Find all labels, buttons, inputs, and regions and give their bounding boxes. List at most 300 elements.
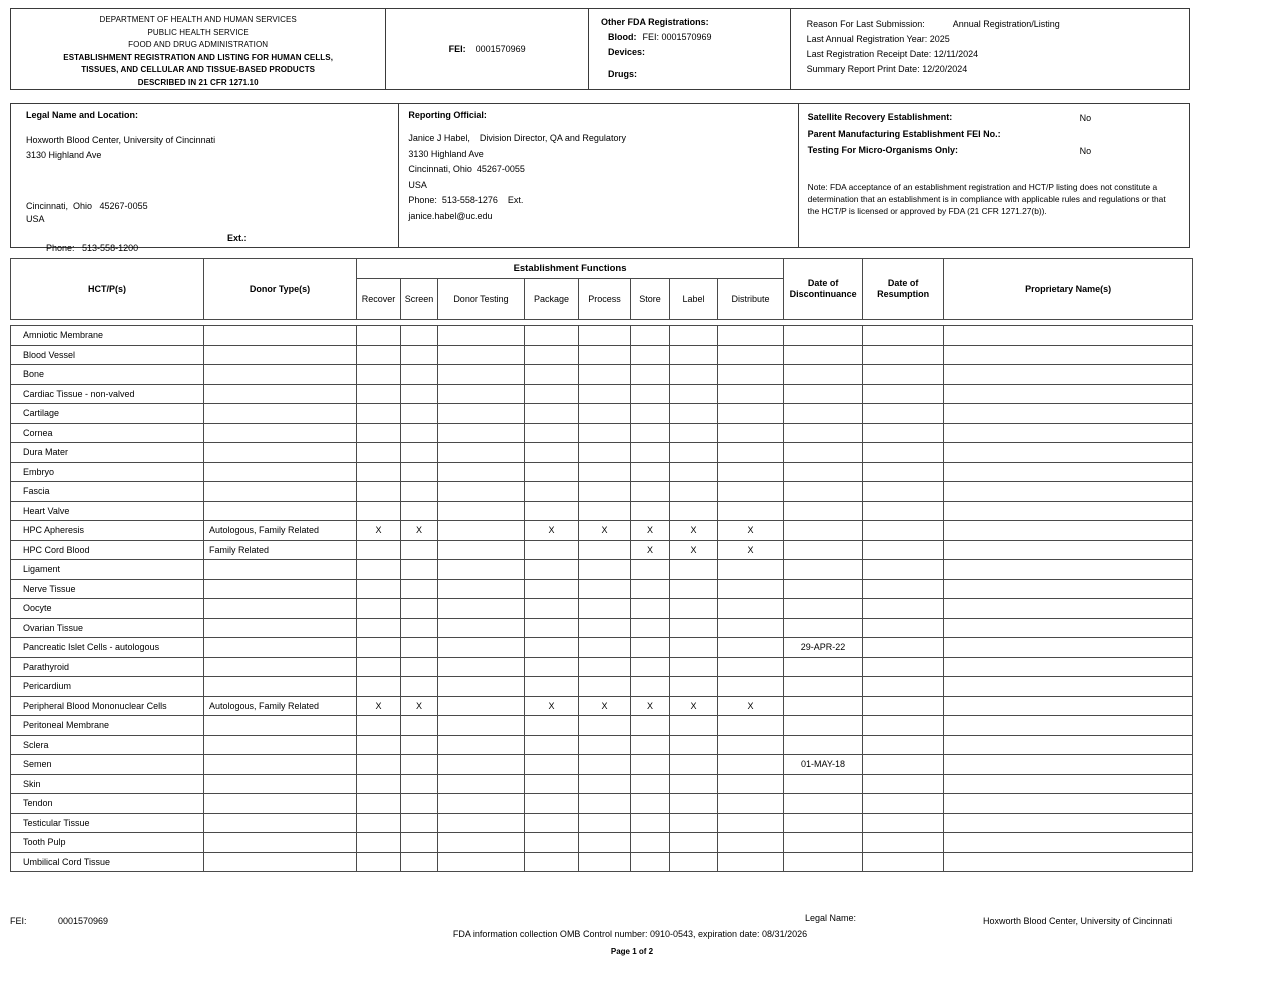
blood-registration-row [601, 30, 790, 45]
hctp-name-cell: Blood Vessel [11, 345, 204, 365]
function-mark-cell [631, 774, 670, 794]
blood-fei-value: FEI: 0001570969 [642, 32, 712, 42]
hctp-name-cell: Pericardium [11, 677, 204, 697]
proprietary-name-cell [944, 404, 1193, 424]
parent-fei-row [808, 126, 1189, 143]
proprietary-name-cell [944, 365, 1193, 385]
function-mark-cell [718, 677, 784, 697]
table-row [11, 618, 1193, 638]
resumption-date-cell [863, 833, 944, 853]
table-row [11, 813, 1193, 833]
discontinuance-date-cell [784, 852, 863, 872]
function-mark-cell [401, 852, 438, 872]
function-mark-cell [438, 482, 525, 502]
discontinuance-date-cell [784, 716, 863, 736]
col-header-label: Label [670, 279, 718, 320]
legal-name-location [11, 104, 398, 253]
function-mark-cell [718, 462, 784, 482]
official-city-state-zip: Cincinnati, Ohio 45267-0055 [408, 164, 525, 175]
function-mark-cell [631, 794, 670, 814]
function-mark-cell [631, 482, 670, 502]
function-mark-cell [718, 443, 784, 463]
discontinuance-date-cell [784, 599, 863, 619]
hctp-name-cell: Bone [11, 365, 204, 385]
hctp-table [10, 325, 1193, 872]
table-row [11, 501, 1193, 521]
function-mark-cell [579, 443, 631, 463]
function-mark-cell [438, 501, 525, 521]
function-mark-cell [525, 423, 579, 443]
proprietary-name-cell [944, 326, 1193, 346]
function-mark-cell [525, 501, 579, 521]
table-row [11, 482, 1193, 502]
function-mark-cell [525, 833, 579, 853]
function-mark-cell [438, 462, 525, 482]
function-mark-cell [631, 404, 670, 424]
function-mark-cell [718, 657, 784, 677]
function-mark-cell [718, 384, 784, 404]
function-mark-cell: X [670, 521, 718, 541]
function-mark-cell [525, 345, 579, 365]
table-row [11, 365, 1193, 385]
function-mark-cell [401, 755, 438, 775]
proprietary-name-cell [944, 579, 1193, 599]
donor-type-cell [204, 443, 357, 463]
function-mark-cell [670, 404, 718, 424]
col-header-hctp: HCT/P(s) [11, 259, 204, 320]
function-mark-cell: X [670, 540, 718, 560]
function-mark-cell [670, 384, 718, 404]
function-mark-cell [357, 365, 401, 385]
function-mark-cell [579, 677, 631, 697]
legal-country: USA [26, 214, 45, 224]
establishment-flags [798, 104, 1189, 247]
table-row [11, 521, 1193, 541]
function-mark-cell: X [357, 696, 401, 716]
function-mark-cell [357, 774, 401, 794]
table-row [11, 794, 1193, 814]
legal-title: Legal Name and Location: [26, 110, 139, 120]
resumption-date-cell [863, 813, 944, 833]
function-mark-cell [525, 677, 579, 697]
function-mark-cell [438, 774, 525, 794]
function-mark-cell [631, 852, 670, 872]
function-mark-cell [579, 423, 631, 443]
blood-label: Blood: [607, 32, 637, 42]
function-mark-cell: X [525, 521, 579, 541]
function-mark-cell: X [401, 696, 438, 716]
hctp-name-cell: Heart Valve [11, 501, 204, 521]
last-registration-receipt-date: Last Registration Receipt Date: 12/11/2024 [806, 49, 979, 59]
function-mark-cell [525, 326, 579, 346]
official-address: 3130 Highland Ave [408, 148, 484, 159]
donor-type-cell: Autologous, Family Related [204, 696, 357, 716]
hctp-name-cell: HPC Cord Blood [11, 540, 204, 560]
function-mark-cell [718, 638, 784, 658]
function-mark-cell [401, 501, 438, 521]
fda-acceptance-note: Note: FDA acceptance of an establishment registration and HCT/P listing does not constitute a determination that an establishment is in compliance with applicable rules and regulations or that the HCT/P is licensed or approved by FDA (21 CFR 1271.27(b)). [807, 181, 1166, 217]
hctp-name-cell: Dura Mater [11, 443, 204, 463]
function-mark-cell [579, 482, 631, 502]
donor-type-cell: Family Related [204, 540, 357, 560]
function-mark-cell [579, 755, 631, 775]
donor-type-cell [204, 345, 357, 365]
proprietary-name-cell [944, 521, 1193, 541]
hctp-table-header [10, 258, 1193, 320]
donor-type-cell [204, 852, 357, 872]
resumption-date-cell [863, 657, 944, 677]
proprietary-name-cell [944, 638, 1193, 658]
resumption-date-cell [863, 794, 944, 814]
proprietary-name-cell [944, 443, 1193, 463]
resumption-date-cell [863, 755, 944, 775]
function-mark-cell [670, 657, 718, 677]
footer-legal-name-value: Hoxworth Blood Center, University of Cincinnati [983, 916, 1173, 926]
table-row [11, 657, 1193, 677]
function-mark-cell [401, 677, 438, 697]
discontinuance-date-cell: 29-APR-22 [784, 638, 863, 658]
reason-label: Reason For Last Submission: [806, 19, 925, 29]
footer-legal-name-label: Legal Name: [805, 913, 857, 923]
function-mark-cell [670, 423, 718, 443]
discontinuance-date-cell [784, 521, 863, 541]
proprietary-name-cell [944, 345, 1193, 365]
function-mark-cell [357, 384, 401, 404]
col-header-donor-type: Donor Type(s) [204, 259, 357, 320]
function-mark-cell [631, 735, 670, 755]
hctp-name-cell: Nerve Tissue [11, 579, 204, 599]
function-mark-cell [670, 579, 718, 599]
resumption-date-cell [863, 618, 944, 638]
table-row [11, 326, 1193, 346]
function-mark-cell [718, 833, 784, 853]
hctp-name-cell: Cornea [11, 423, 204, 443]
proprietary-name-cell [944, 618, 1193, 638]
hctp-name-cell: Peripheral Blood Mononuclear Cells [11, 696, 204, 716]
function-mark-cell [670, 365, 718, 385]
table-row [11, 384, 1193, 404]
function-mark-cell [357, 443, 401, 463]
hctp-name-cell: Semen [11, 755, 204, 775]
resumption-date-cell [863, 482, 944, 502]
function-mark-cell [718, 813, 784, 833]
table-row [11, 677, 1193, 697]
function-mark-cell: X [718, 521, 784, 541]
col-header-proprietary-names: Proprietary Name(s) [944, 259, 1193, 320]
function-mark-cell [357, 462, 401, 482]
function-mark-cell [357, 404, 401, 424]
function-mark-cell [401, 345, 438, 365]
discontinuance-date-cell [784, 384, 863, 404]
col-header-store: Store [631, 279, 670, 320]
function-mark-cell [525, 618, 579, 638]
function-mark-cell [670, 482, 718, 502]
function-mark-cell [718, 599, 784, 619]
function-mark-cell [670, 813, 718, 833]
function-mark-cell [579, 579, 631, 599]
donor-type-cell [204, 404, 357, 424]
function-mark-cell: X [718, 696, 784, 716]
function-mark-cell [718, 794, 784, 814]
donor-type-cell [204, 384, 357, 404]
function-mark-cell [525, 365, 579, 385]
satellite-recovery-row [808, 109, 1189, 126]
official-name-title: Janice J Habel, Division Director, QA and Regulatory [408, 133, 626, 143]
hctp-name-cell: Testicular Tissue [11, 813, 204, 833]
donor-type-cell [204, 657, 357, 677]
function-mark-cell [401, 618, 438, 638]
function-mark-cell [579, 501, 631, 521]
function-mark-cell [357, 677, 401, 697]
function-mark-cell [718, 716, 784, 736]
function-mark-cell [525, 774, 579, 794]
function-mark-cell [525, 540, 579, 560]
function-mark-cell [438, 618, 525, 638]
legal-phone: Phone: 513-558-1200 [46, 243, 139, 253]
function-mark-cell [579, 852, 631, 872]
function-mark-cell [718, 852, 784, 872]
function-mark-cell [670, 852, 718, 872]
function-mark-cell [438, 521, 525, 541]
function-mark-cell: X [401, 521, 438, 541]
function-mark-cell [401, 404, 438, 424]
function-mark-cell [718, 560, 784, 580]
donor-type-cell [204, 326, 357, 346]
resumption-date-cell [863, 384, 944, 404]
function-mark-cell [401, 560, 438, 580]
legal-ext-label: Ext.: [227, 233, 247, 243]
proprietary-name-cell [944, 677, 1193, 697]
function-mark-cell [438, 716, 525, 736]
function-mark-cell [670, 677, 718, 697]
table-row [11, 638, 1193, 658]
function-mark-cell: X [525, 696, 579, 716]
function-mark-cell [357, 852, 401, 872]
function-mark-cell [670, 326, 718, 346]
function-mark-cell [525, 716, 579, 736]
info-band [10, 103, 1190, 253]
proprietary-name-cell [944, 657, 1193, 677]
discontinuance-date-cell [784, 833, 863, 853]
hctp-name-cell: HPC Apheresis [11, 521, 204, 541]
donor-type-cell [204, 638, 357, 658]
function-mark-cell [631, 677, 670, 697]
function-mark-cell [525, 462, 579, 482]
function-mark-cell [357, 755, 401, 775]
function-mark-cell [631, 326, 670, 346]
resumption-date-cell [863, 404, 944, 424]
discontinuance-date-cell [784, 443, 863, 463]
discontinuance-date-cell [784, 696, 863, 716]
satellite-value: No [1079, 113, 1092, 123]
fei-cell [385, 9, 588, 89]
proprietary-name-cell [944, 501, 1193, 521]
parent-fei-label: Parent Manufacturing Establishment FEI No.: [807, 128, 1001, 139]
function-mark-cell [357, 813, 401, 833]
function-mark-cell [525, 813, 579, 833]
function-mark-cell [525, 794, 579, 814]
function-mark-cell [631, 384, 670, 404]
function-mark-cell [357, 482, 401, 502]
function-mark-cell [631, 462, 670, 482]
function-mark-cell [579, 384, 631, 404]
col-header-distribute: Distribute [718, 279, 784, 320]
function-mark-cell [718, 618, 784, 638]
discontinuance-date-cell [784, 579, 863, 599]
table-row [11, 755, 1193, 775]
function-mark-cell [438, 540, 525, 560]
resumption-date-cell [863, 345, 944, 365]
donor-type-cell [204, 813, 357, 833]
function-mark-cell [401, 540, 438, 560]
hctp-name-cell: Ovarian Tissue [11, 618, 204, 638]
function-mark-cell [401, 794, 438, 814]
function-mark-cell [438, 423, 525, 443]
hctp-name-cell: Umbilical Cord Tissue [11, 852, 204, 872]
function-mark-cell [525, 735, 579, 755]
function-mark-cell [438, 813, 525, 833]
discontinuance-date-cell: 01-MAY-18 [784, 755, 863, 775]
discontinuance-date-cell [784, 774, 863, 794]
function-mark-cell [525, 852, 579, 872]
function-mark-cell [401, 443, 438, 463]
donor-type-cell [204, 365, 357, 385]
function-mark-cell [718, 774, 784, 794]
function-mark-cell [631, 423, 670, 443]
table-row [11, 423, 1193, 443]
function-mark-cell [631, 579, 670, 599]
table-row [11, 852, 1193, 872]
devices-label: Devices: [607, 47, 646, 57]
function-mark-cell [357, 716, 401, 736]
function-mark-cell: X [631, 521, 670, 541]
function-mark-cell [579, 599, 631, 619]
official-email: janice.habel@uc.edu [408, 210, 493, 221]
function-mark-cell: X [579, 521, 631, 541]
resumption-date-cell [863, 326, 944, 346]
table-row [11, 462, 1193, 482]
micro-organisms-value: No [1079, 146, 1092, 156]
function-mark-cell [438, 833, 525, 853]
donor-type-cell [204, 735, 357, 755]
hctp-name-cell: Ligament [11, 560, 204, 580]
function-mark-cell [357, 833, 401, 853]
hctp-name-cell: Skin [11, 774, 204, 794]
function-mark-cell [401, 833, 438, 853]
proprietary-name-cell [944, 794, 1193, 814]
footer-fei-value: 0001570969 [58, 916, 109, 926]
hctp-name-cell: Cartilage [11, 404, 204, 424]
donor-type-cell [204, 462, 357, 482]
hctp-name-cell: Cardiac Tissue - non-valved [11, 384, 204, 404]
function-mark-cell [401, 813, 438, 833]
resumption-date-cell [863, 501, 944, 521]
col-header-recover: Recover [357, 279, 401, 320]
function-mark-cell [438, 365, 525, 385]
donor-type-cell [204, 579, 357, 599]
col-header-process: Process [579, 279, 631, 320]
function-mark-cell [631, 345, 670, 365]
hctp-name-cell: Oocyte [11, 599, 204, 619]
function-mark-cell [525, 657, 579, 677]
proprietary-name-cell [944, 774, 1193, 794]
function-mark-cell [579, 365, 631, 385]
function-mark-cell [579, 813, 631, 833]
col-header-establishment-functions: Establishment Functions [357, 259, 784, 279]
function-mark-cell: X [631, 696, 670, 716]
function-mark-cell [357, 638, 401, 658]
proprietary-name-cell [944, 716, 1193, 736]
donor-type-cell [204, 618, 357, 638]
function-mark-cell [579, 560, 631, 580]
donor-type-cell [204, 677, 357, 697]
function-mark-cell [579, 462, 631, 482]
function-mark-cell [357, 579, 401, 599]
function-mark-cell [718, 735, 784, 755]
function-mark-cell [525, 638, 579, 658]
function-mark-cell [631, 833, 670, 853]
function-mark-cell [438, 599, 525, 619]
function-mark-cell [401, 384, 438, 404]
function-mark-cell: X [357, 521, 401, 541]
function-mark-cell [579, 657, 631, 677]
function-mark-cell [670, 638, 718, 658]
function-mark-cell [579, 774, 631, 794]
resumption-date-cell [863, 560, 944, 580]
fei-label: FEI: [448, 44, 466, 54]
discontinuance-date-cell [784, 794, 863, 814]
resumption-date-cell [863, 443, 944, 463]
footer-page-number: Page 1 of 2 [610, 947, 654, 956]
function-mark-cell: X [670, 696, 718, 716]
proprietary-name-cell [944, 560, 1193, 580]
function-mark-cell [631, 755, 670, 775]
function-mark-cell [670, 501, 718, 521]
submission-info [790, 9, 1189, 89]
function-mark-cell: X [718, 540, 784, 560]
function-mark-cell [718, 423, 784, 443]
function-mark-cell [631, 443, 670, 463]
function-mark-cell [401, 579, 438, 599]
function-mark-cell [401, 657, 438, 677]
function-mark-cell [579, 638, 631, 658]
function-mark-cell [357, 735, 401, 755]
proprietary-name-cell [944, 735, 1193, 755]
proprietary-name-cell [944, 540, 1193, 560]
resumption-date-cell [863, 599, 944, 619]
discontinuance-date-cell [784, 501, 863, 521]
function-mark-cell [579, 540, 631, 560]
function-mark-cell [631, 716, 670, 736]
function-mark-cell [357, 540, 401, 560]
header-band [10, 8, 1190, 90]
table-row [11, 443, 1193, 463]
function-mark-cell [525, 443, 579, 463]
discontinuance-date-cell [784, 326, 863, 346]
function-mark-cell [438, 579, 525, 599]
table-row [11, 735, 1193, 755]
agency-line: FOOD AND DRUG ADMINISTRATION [128, 40, 269, 49]
function-mark-cell [438, 326, 525, 346]
function-mark-cell [357, 560, 401, 580]
resumption-date-cell [863, 365, 944, 385]
table-row [11, 774, 1193, 794]
reason-last-submission-row [807, 17, 1189, 32]
proprietary-name-cell [944, 696, 1193, 716]
function-mark-cell [670, 735, 718, 755]
resumption-date-cell [863, 521, 944, 541]
function-mark-cell [670, 560, 718, 580]
